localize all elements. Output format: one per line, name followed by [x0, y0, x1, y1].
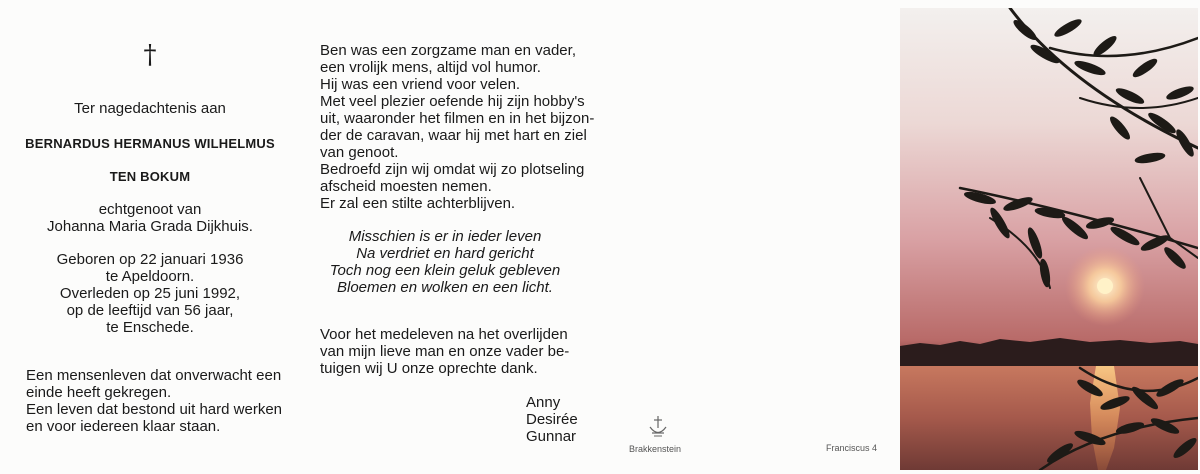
poem-line: Misschien is er in ieder leven: [348, 228, 542, 245]
poem-line: Bloemen en wolken en een licht.: [337, 279, 553, 296]
tribute-line: Ben was een zorgzame man en vader,: [320, 42, 576, 59]
spouse-line: echtgenoot van: [98, 201, 202, 218]
tribute-line: van genoot.: [320, 144, 399, 161]
memorial-back-panel: [600, 0, 900, 474]
dates-line: Overleden op 25 juni 1992,: [59, 285, 241, 302]
closing-line: en voor iedereen klaar staan.: [26, 418, 221, 435]
poem-line: Na verdriet en hard gericht: [356, 245, 534, 262]
thanks-line: tuigen wij U onze oprechte dank.: [320, 360, 538, 377]
spouse-block: [0, 201, 300, 235]
brakkenstein-logo-icon: [645, 414, 671, 440]
poem: [300, 228, 590, 296]
signature-name: Desirée: [526, 411, 578, 428]
closing-line: Een mensenleven dat onverwacht een: [26, 367, 282, 384]
tribute-line: Hij was een vriend voor velen.: [320, 76, 521, 93]
dates-line: Geboren op 22 januari 1936: [56, 251, 244, 268]
tribute-line: Met veel plezier oefende hij zijn hobby's: [320, 93, 585, 110]
thanks-line: Voor het medeleven na het overlijden: [320, 326, 568, 343]
spouse-line: Johanna Maria Grada Dijkhuis.: [47, 218, 253, 235]
publisher-label: Brakkenstein: [629, 444, 682, 454]
sunset-photo: [900, 8, 1198, 470]
tribute-line: uit, waaronder het filmen en in het bijzon-: [320, 110, 595, 127]
memorial-text-panel: [300, 0, 600, 474]
signature-name: Gunnar: [526, 428, 577, 445]
memorial-front-panel: [0, 0, 300, 474]
tribute-line: Bedroefd zijn wij omdat wij zo plotseling: [320, 161, 585, 178]
dates-line: te Apeldoorn.: [105, 268, 195, 285]
intro-text: Ter nagedachtenis aan: [74, 100, 226, 117]
series-label: Franciscus 4: [826, 443, 878, 453]
thanks-text: [320, 326, 590, 377]
dates-block: [0, 251, 300, 336]
tribute-text: [320, 42, 595, 212]
deceased-given-names: BERNARDUS HERMANUS WILHELMUS: [25, 136, 275, 151]
dates-line: te Enschede.: [106, 319, 194, 336]
tribute-line: afscheid moesten nemen.: [320, 178, 492, 195]
cross-icon: †: [143, 40, 157, 70]
poem-line: Toch nog een klein geluk gebleven: [329, 262, 561, 279]
closing-text: [26, 367, 296, 435]
photo-panel: [900, 0, 1200, 474]
tribute-line: Er zal een stilte achterblijven.: [320, 195, 516, 212]
signature-name: Anny: [526, 394, 561, 411]
tribute-line: een vrolijk mens, altijd vol humor.: [320, 59, 541, 76]
dates-line: op de leeftijd van 56 jaar,: [66, 302, 234, 319]
closing-line: einde heeft gekregen.: [26, 384, 172, 401]
deceased-surname: TEN BOKUM: [109, 169, 191, 184]
signatures: [526, 394, 578, 445]
tribute-line: der de caravan, waar hij met hart en ziel: [320, 127, 587, 144]
closing-line: Een leven dat bestond uit hard werken: [26, 401, 283, 418]
thanks-line: van mijn lieve man en onze vader be-: [320, 343, 570, 360]
